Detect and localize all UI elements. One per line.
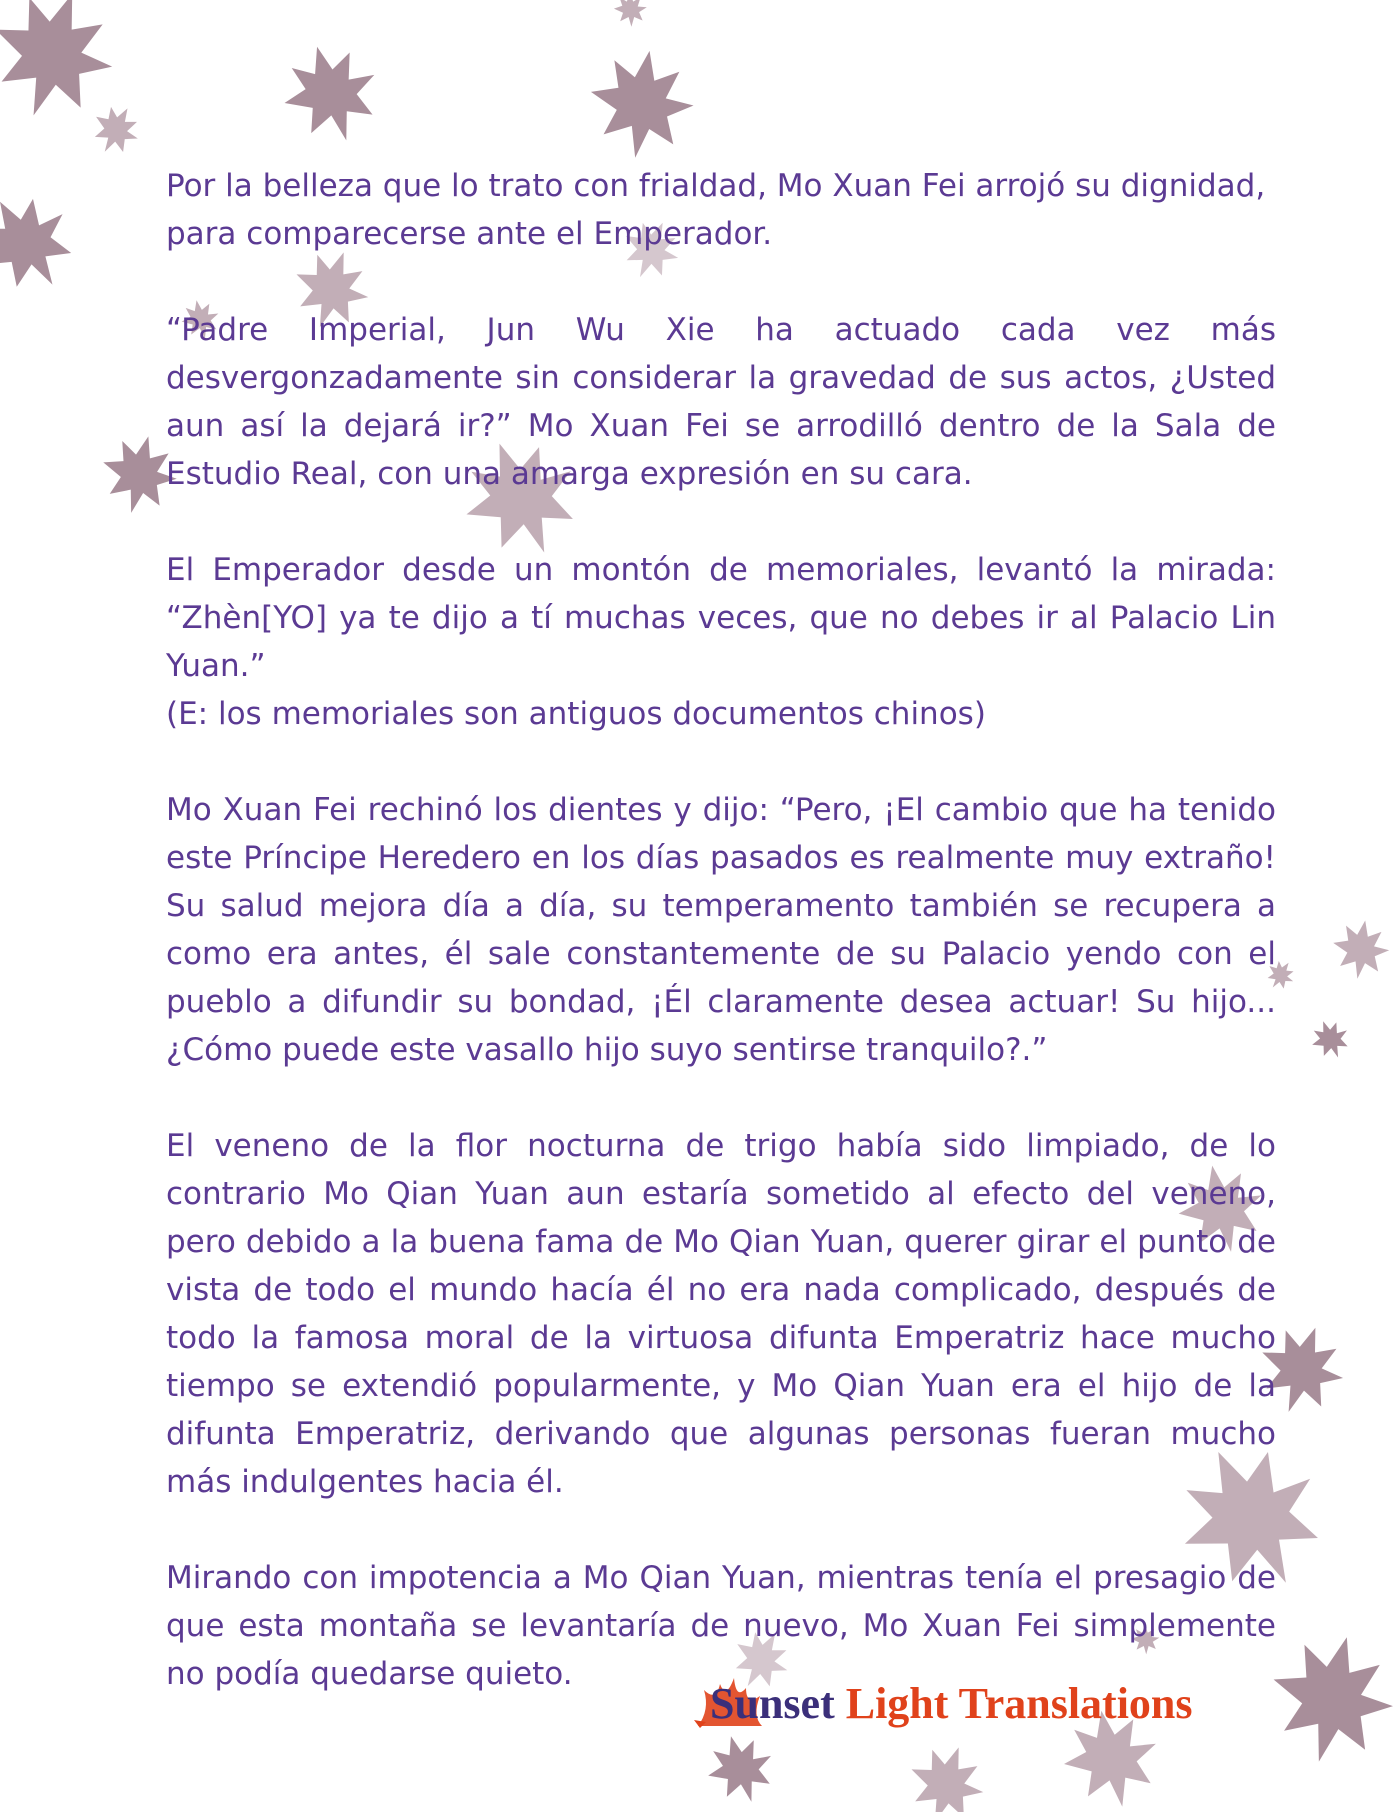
paragraph-1 xyxy=(166,162,1276,258)
paragraph-line: “Padre Imperial, Jun Wu Xie ha actuado cada vez más desvergonzadamente sin considerar la gravedad de sus actos, ¿Usted aun así la dejará ir?” Mo Xuan Fei se arrodilló dentro de la Sala de Estudio Real, con una amarga expresión en su cara. xyxy=(166,312,1276,492)
paragraph-line: Mirando con impotencia a Mo Qian Yuan, mientras tenía el presagio de que esta montaña se levantaría de nuevo, Mo Xuan Fei simplemente no podía quedarse quieto. xyxy=(166,1560,1276,1692)
watermark-word-sunset: Sunset xyxy=(710,1679,835,1728)
paragraph-line: El veneno de la flor nocturna de trigo había sido limpiado, de lo contrario Mo Qian Yuan aun estaría sometido al efecto del veneno, pero debido a la buena fama de Mo Qian Yuan, querer girar el punto de vista de todo el mundo hacía él no era nada complicado, después de todo la famosa moral de la virtuosa difunta Emperatriz hace mucho tiempo se extendió popularmente, y Mo Qian Yuan era el hijo de la difunta Emperatriz, derivando que algunas personas fueran mucho más indulgentes hacia él. xyxy=(166,1128,1276,1500)
watermark-text xyxy=(710,1676,1193,1732)
paragraph-line: Por la belleza que lo trato con frialdad, Mo Xuan Fei arrojó su dignidad, xyxy=(166,168,1266,204)
paragraph-note: (E: los memoriales son antiguos documentos chinos) xyxy=(166,696,986,732)
paragraph-2 xyxy=(166,306,1276,498)
translator-watermark xyxy=(690,1670,1280,1740)
paragraph-5 xyxy=(166,1122,1276,1506)
paragraph-line: Mo Xuan Fei rechinó los dientes y dijo: “Pero, ¡El cambio que ha tenido este Príncipe Heredero en los días pasados es realmente muy extraño! Su salud mejora día a día, su temperamento también se recupera a como era antes, él sale constantemente de su Palacio yendo con el pueblo a difundir su bondad, ¡Él claramente desea actuar! Su hijo...¿Cómo puede este vasallo hijo suyo sentirse tranquilo?.” xyxy=(166,792,1276,1068)
paragraph-3 xyxy=(166,546,1276,738)
document-text xyxy=(166,162,1276,1746)
watermark-word-light-translations: Light Translations xyxy=(845,1679,1193,1728)
paragraph-line: para comparecerse ante el Emperador. xyxy=(166,216,773,252)
paragraph-line: El Emperador desde un montón de memoriales, levantó la mirada: “Zhèn[YO] ya te dijo a tí muchas veces, que no debes ir al Palacio Lin Yuan.” xyxy=(166,552,1276,684)
paragraph-4 xyxy=(166,786,1276,1074)
